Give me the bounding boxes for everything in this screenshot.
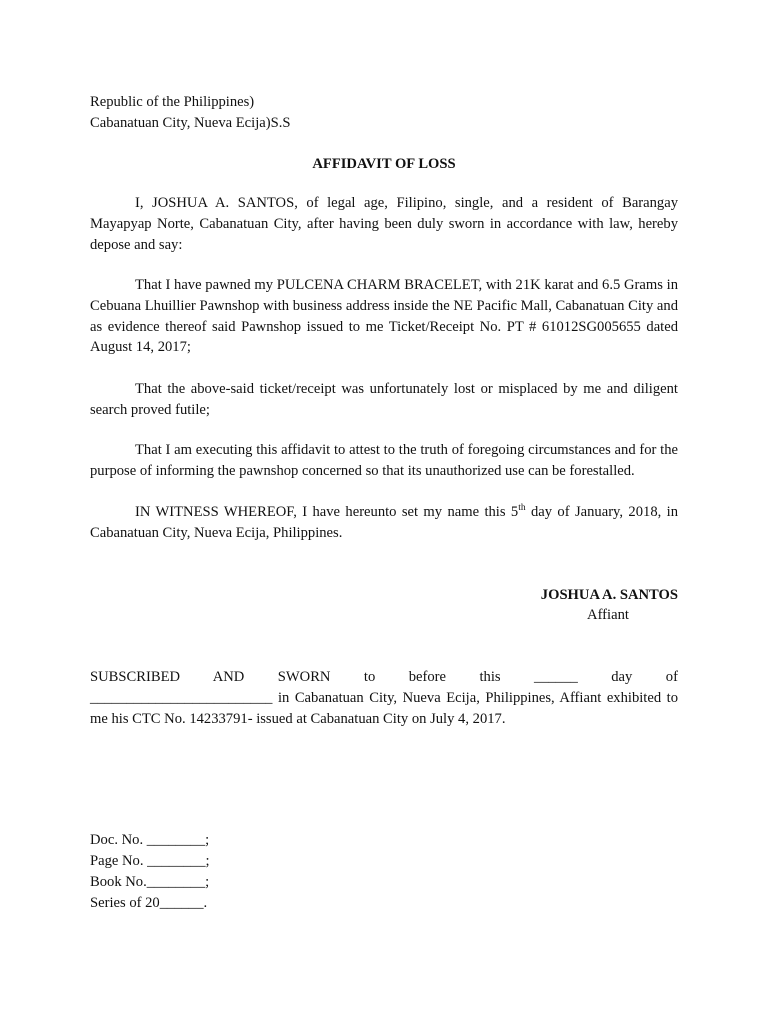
venue-line-city: Cabanatuan City, Nueva Ecija)S.S bbox=[90, 115, 291, 131]
paragraph-text: That I am executing this affidavit to attest to the truth of foregoing circumstances and for the purpose of informing the pawnshop concerned so that its unauthorized use can be forestalled. bbox=[90, 442, 678, 479]
notarial-book-no: Book No.________; bbox=[90, 874, 210, 890]
document-title: AFFIDAVIT OF LOSS bbox=[312, 156, 456, 172]
jurat-word: SUBSCRIBED bbox=[90, 669, 181, 685]
jurat-word: day bbox=[611, 669, 633, 685]
jurat-word: this bbox=[479, 669, 501, 685]
paragraph-pawn-details bbox=[90, 275, 678, 358]
notarial-doc-no: Doc. No. ________; bbox=[90, 832, 210, 848]
paragraph-text: IN WITNESS WHEREOF, I have hereunto set my name this 5 bbox=[135, 504, 519, 520]
paragraph-witness-whereof bbox=[90, 502, 678, 544]
jurat-day-blank: ______ bbox=[534, 669, 578, 685]
paragraph-text: I, JOSHUA A. SANTOS, of legal age, Filipino, single, and a resident of Barangay Mayapyap Norte, Cabanatuan City, after having been duly sworn in accordance with law, hereby depose and say: bbox=[90, 195, 678, 253]
notarial-series: Series of 20______. bbox=[90, 895, 208, 911]
jurat-word: of bbox=[665, 669, 678, 685]
paragraph-purpose bbox=[90, 440, 678, 482]
jurat-line-3: me his CTC No. 14233791- issued at Cabanatuan City on July 4, 2017. bbox=[90, 710, 506, 727]
signatory-role: Affiant bbox=[587, 607, 629, 623]
jurat-word: AND bbox=[212, 669, 245, 685]
paragraph-text-continued: day of January, 2018, in Cabanatuan City, Nueva Ecija, Philippines. bbox=[90, 504, 678, 541]
jurat-line-2: _________________________ in Cabanatuan City, Nueva Ecija, Philippines, Affiant exhibited to bbox=[90, 689, 678, 706]
signatory-name: JOSHUA A. SANTOS bbox=[540, 587, 678, 603]
venue-line-republic: Republic of the Philippines) bbox=[90, 94, 255, 110]
jurat-word: SWORN bbox=[277, 669, 331, 685]
paragraph-loss-statement bbox=[90, 379, 678, 421]
notarial-page-no: Page No. ________; bbox=[90, 853, 210, 869]
ordinal-suffix: th bbox=[518, 503, 526, 514]
paragraph-text: That the above-said ticket/receipt was unfortunately lost or misplaced by me and diligent search proved futile; bbox=[90, 381, 678, 418]
paragraph-text: That I have pawned my PULCENA CHARM BRACELET, with 21K karat and 6.5 Grams in Cebuana Lhuillier Pawnshop with business address inside the NE Pacific Mall, Cabanatuan City and as evidence thereof said Pawnshop issued to me Ticket/Receipt No. PT # 61012SG005655 dated August 14, 2017; bbox=[90, 277, 678, 356]
jurat-line-1 bbox=[90, 667, 678, 688]
paragraph-affiant-intro bbox=[90, 193, 678, 255]
jurat-word: to bbox=[363, 669, 376, 685]
jurat-word: before bbox=[408, 669, 447, 685]
jurat-block bbox=[90, 667, 678, 729]
